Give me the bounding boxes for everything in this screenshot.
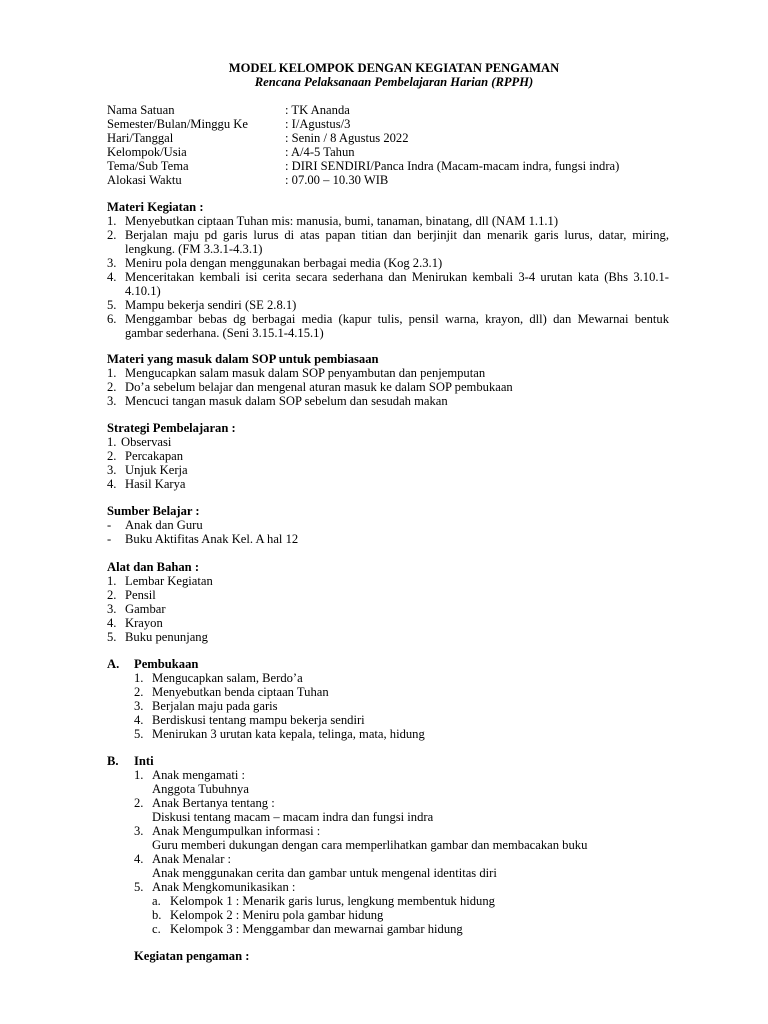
- list-item-continuation: lengkung. (FM 3.3.1-4.3.1): [125, 242, 263, 256]
- list-number: 3.: [107, 394, 117, 408]
- list-item-detail: Anak menggunakan cerita dan gambar untuk mengenal identitas diri: [152, 866, 497, 880]
- sub-list-item: Kelompok 3 : Menggambar dan mewarnai gambar hidung: [170, 922, 463, 936]
- list-number: 1.: [107, 574, 117, 588]
- info-value: : Senin / 8 Agustus 2022: [285, 131, 409, 145]
- info-value: : 07.00 – 10.30 WIB: [285, 173, 389, 187]
- list-item: Menyebutkan benda ciptaan Tuhan: [152, 685, 329, 699]
- section-letter: A.: [107, 657, 120, 671]
- list-number: 4.: [107, 477, 117, 491]
- list-number: 1.: [134, 671, 144, 685]
- info-value: : DIRI SENDIRI/Panca Indra (Macam-macam indra, fungsi indra): [285, 159, 620, 173]
- sub-list-letter: a.: [152, 894, 161, 908]
- list-item: Mengucapkan salam, Berdo’a: [152, 671, 303, 685]
- document-subtitle: Rencana Pelaksanaan Pembelajaran Harian (RPPH): [254, 75, 534, 89]
- list-number: 2.: [107, 380, 117, 394]
- sub-list-letter: b.: [152, 908, 162, 922]
- list-number: 4.: [134, 852, 144, 866]
- pengaman-heading: Kegiatan pengaman :: [134, 949, 250, 963]
- list-item-continuation: 4.10.1): [125, 284, 161, 298]
- list-item: Observasi: [121, 435, 172, 449]
- sop-heading: Materi yang masuk dalam SOP untuk pembiasaan: [107, 352, 379, 366]
- list-number: 2.: [107, 228, 117, 242]
- list-item-detail: Guru memberi dukungan dengan cara memperlihatkan gambar dan membacakan buku: [152, 838, 588, 852]
- document-title: MODEL KELOMPOK DENGAN KEGIATAN PENGAMAN: [228, 61, 560, 75]
- list-item: Berjalan maju pada garis: [152, 699, 278, 713]
- list-number: 5.: [134, 727, 144, 741]
- list-item: Krayon: [125, 616, 163, 630]
- list-dash: -: [107, 518, 112, 532]
- info-label: Kelompok/Usia: [107, 145, 187, 159]
- list-item: Anak Mengumpulkan informasi :: [152, 824, 321, 838]
- list-number: 6.: [107, 312, 117, 326]
- list-item: Menceritakan kembali isi cerita secara sederhana dan Menirukan kembali 3-4 urutan kata (Bhs 3.10.1-: [125, 270, 669, 284]
- list-number: 3.: [107, 602, 117, 616]
- list-number: 1.: [134, 768, 144, 782]
- info-value: : I/Agustus/3: [285, 117, 351, 131]
- list-item: Percakapan: [125, 449, 184, 463]
- pembukaan-heading: Pembukaan: [134, 657, 199, 671]
- sub-list-item: Kelompok 2 : Meniru pola gambar hidung: [170, 908, 384, 922]
- inti-heading: Inti: [134, 754, 154, 768]
- info-value: : A/4-5 Tahun: [285, 145, 355, 159]
- list-item: Meniru pola dengan menggunakan berbagai media (Kog 2.3.1): [125, 256, 443, 270]
- list-item: Anak mengamati :: [152, 768, 246, 782]
- sumber-heading: Sumber Belajar :: [107, 504, 200, 518]
- list-number: 5.: [107, 298, 117, 312]
- list-item: Do’a sebelum belajar dan mengenal aturan masuk ke dalam SOP pembukaan: [125, 380, 513, 394]
- list-number: 3.: [134, 824, 144, 838]
- list-dash: -: [107, 532, 112, 546]
- list-item: Mengucapkan salam masuk dalam SOP penyambutan dan penjemputan: [125, 366, 486, 380]
- list-number: 4.: [107, 270, 117, 284]
- list-number: 5.: [107, 630, 117, 644]
- list-item: Menyebutkan ciptaan Tuhan mis: manusia, bumi, tanaman, binatang, dll (NAM 1.1.1): [125, 214, 559, 228]
- list-number: 1.: [107, 366, 117, 380]
- list-item: Pensil: [125, 588, 156, 602]
- list-number: 3.: [107, 463, 117, 477]
- list-item: Lembar Kegiatan: [125, 574, 213, 588]
- list-item: Mencuci tangan masuk dalam SOP sebelum dan sesudah makan: [125, 394, 448, 408]
- section-letter: B.: [107, 754, 119, 768]
- list-item-continuation: gambar sederhana. (Seni 3.15.1-4.15.1): [125, 326, 324, 340]
- info-label: Alokasi Waktu: [107, 173, 182, 187]
- info-label: Nama Satuan: [107, 103, 175, 117]
- list-number: 2.: [107, 588, 117, 602]
- list-number: 2.: [107, 449, 117, 463]
- list-number: 3.: [107, 256, 117, 270]
- list-item-detail: Diskusi tentang macam – macam indra dan fungsi indra: [152, 810, 434, 824]
- list-number: 4.: [107, 616, 117, 630]
- list-item: Menirukan 3 urutan kata kepala, telinga, mata, hidung: [152, 727, 425, 741]
- list-item: Anak Bertanya tentang :: [152, 796, 275, 810]
- list-item: Unjuk Kerja: [125, 463, 188, 477]
- sub-list-item: Kelompok 1 : Menarik garis lurus, lengkung membentuk hidung: [170, 894, 495, 908]
- list-number: 2.: [134, 685, 144, 699]
- list-item: Anak Menalar :: [152, 852, 232, 866]
- list-number: 3.: [134, 699, 144, 713]
- list-number: 4.: [134, 713, 144, 727]
- list-number: 1.: [107, 435, 117, 449]
- sub-list-letter: c.: [152, 922, 161, 936]
- list-item: Anak dan Guru: [125, 518, 203, 532]
- list-item: Buku penunjang: [125, 630, 208, 644]
- alat-heading: Alat dan Bahan :: [107, 560, 200, 574]
- list-item: Gambar: [125, 602, 166, 616]
- list-item-detail: Anggota Tubuhnya: [152, 782, 249, 796]
- list-item: Hasil Karya: [125, 477, 186, 491]
- list-item: Mampu bekerja sendiri (SE 2.8.1): [125, 298, 297, 312]
- info-label: Tema/Sub Tema: [107, 159, 189, 173]
- list-item: Buku Aktifitas Anak Kel. A hal 12: [125, 532, 299, 546]
- strategi-heading: Strategi Pembelajaran :: [107, 421, 236, 435]
- materi-heading: Materi Kegiatan :: [107, 200, 204, 214]
- list-item: Berdiskusi tentang mampu bekerja sendiri: [152, 713, 365, 727]
- list-number: 2.: [134, 796, 144, 810]
- list-item: Anak Mengkomunikasikan :: [152, 880, 296, 894]
- info-label: Hari/Tanggal: [107, 131, 174, 145]
- info-value: : TK Ananda: [285, 103, 350, 117]
- list-number: 1.: [107, 214, 117, 228]
- list-number: 5.: [134, 880, 144, 894]
- list-item: Menggambar bebas dg berbagai media (kapur tulis, pensil warna, krayon, dll) dan Mewarnai bentuk: [125, 312, 669, 326]
- list-item: Berjalan maju pd garis lurus di atas papan titian dan berjinjit dan menarik garis lurus, datar, miring,: [125, 228, 669, 242]
- info-label: Semester/Bulan/Minggu Ke: [107, 117, 248, 131]
